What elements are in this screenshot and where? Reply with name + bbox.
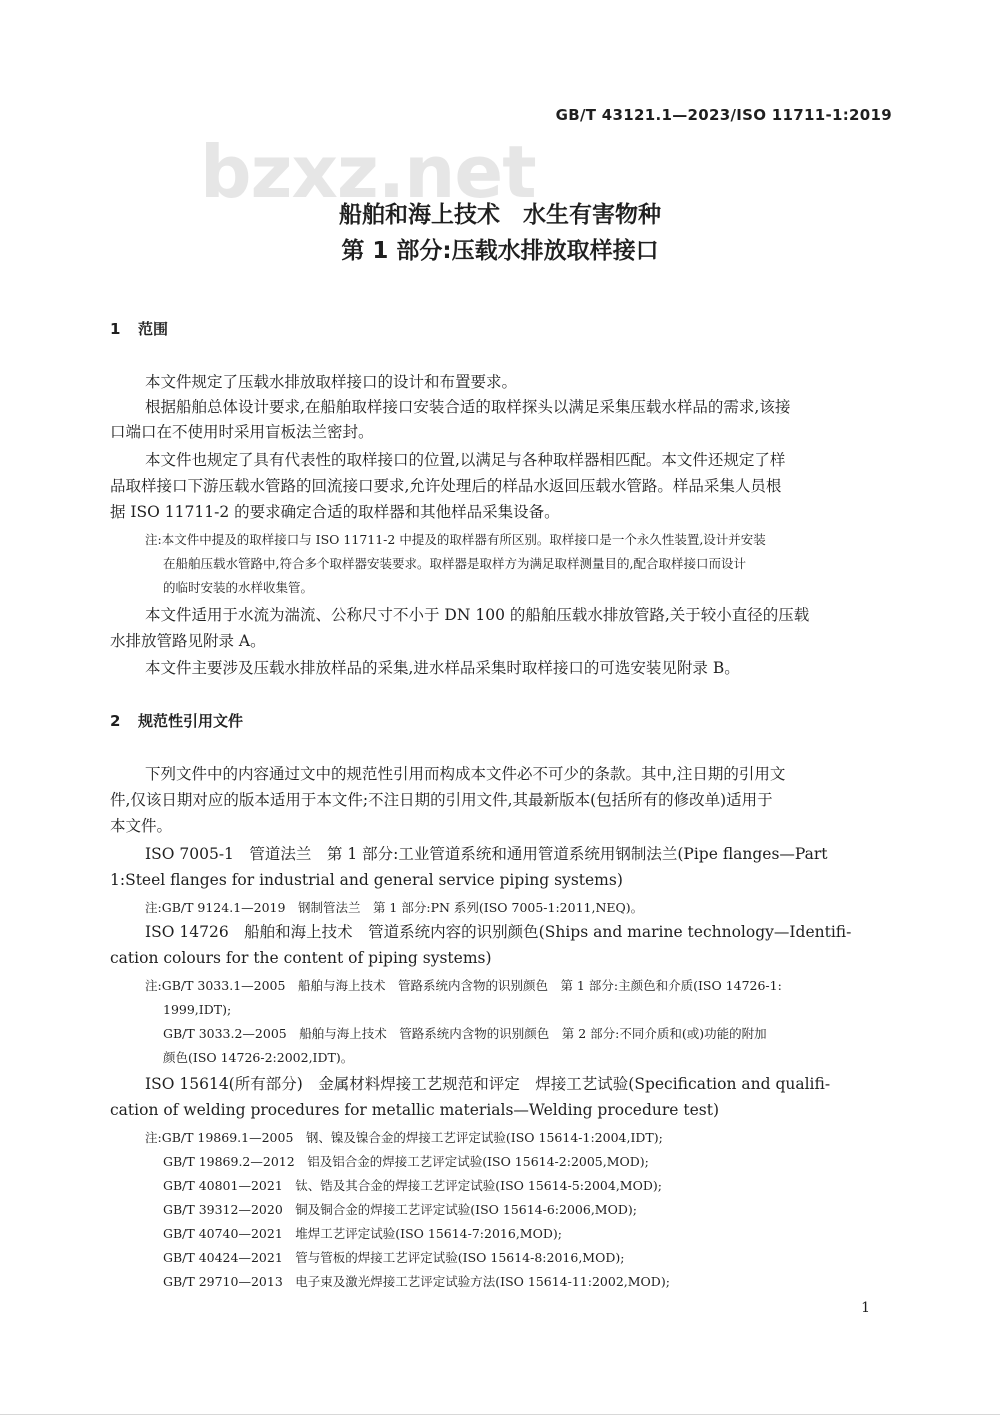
watermark: bzxz.net: [200, 130, 536, 214]
paragraph-line: 据 ISO 11711-2 的要求确定合适的取样器和其他样品采集设备。: [110, 503, 560, 521]
paragraph-line: 本文件也规定了具有代表性的取样接口的位置,以满足与各种取样器相匹配。本文件还规定了样: [145, 451, 786, 469]
reference-line: cation of welding procedures for metallic materials—Welding procedure test): [110, 1101, 719, 1119]
section-number: 2: [110, 712, 121, 730]
paragraph-line: 本文件适用于水流为湍流、公称尺寸不小于 DN 100 的船舶压载水排放管路,关于较小直径的压载: [145, 606, 810, 624]
note-line: GB/T 19869.2—2012 铝及铝合金的焊接工艺评定试验(ISO 15614-2:2005,MOD);: [163, 1154, 649, 1169]
note-line: 注:GB/T 19869.1—2005 钢、镍及镍合金的焊接工艺评定试验(ISO 15614-1:2004,IDT);: [145, 1130, 663, 1145]
note-line: GB/T 39312—2020 铜及铜合金的焊接工艺评定试验(ISO 15614-6:2006,MOD);: [163, 1202, 637, 1217]
paragraph-line: 件,仅该日期对应的版本适用于本文件;不注日期的引用文件,其最新版本(包括所有的修改单)适用于: [110, 791, 773, 809]
page-number: 1: [861, 1300, 870, 1316]
section-heading-scope: [110, 318, 168, 339]
paragraph-line: 本文件。: [110, 817, 173, 835]
section-title: 范围: [138, 320, 169, 338]
page-bottom-edge: [0, 1414, 1000, 1415]
note-line: GB/T 40801—2021 钛、锆及其合金的焊接工艺评定试验(ISO 15614-5:2004,MOD);: [163, 1178, 662, 1193]
reference-line: 1:Steel flanges for industrial and general service piping systems): [110, 871, 623, 889]
note-line: 1999,IDT);: [163, 1002, 232, 1017]
note-line: GB/T 40424—2021 管与管板的焊接工艺评定试验(ISO 15614-8:2016,MOD);: [163, 1250, 625, 1265]
paragraph-line: 品取样接口下游压载水管路的回流接口要求,允许处理后的样品水返回压载水管路。样品采集人员根: [110, 477, 782, 495]
reference-line: ISO 14726 船舶和海上技术 管道系统内容的识别颜色(Ships and marine technology—Identifi-: [145, 923, 852, 941]
note-line: GB/T 29710—2013 电子束及激光焊接工艺评定试验方法(ISO 15614-11:2002,MOD);: [163, 1274, 670, 1289]
paragraph-line: 本文件主要涉及压载水排放样品的采集,进水样品采集时取样接口的可选安装见附录 B。: [145, 659, 740, 677]
document-title-line-1: 船舶和海上技术 水生有害物种: [339, 202, 661, 228]
note-line: 颜色(ISO 14726-2:2002,IDT)。: [163, 1050, 354, 1065]
note-line: GB/T 40740—2021 堆焊工艺评定试验(ISO 15614-7:2016,MOD);: [163, 1226, 562, 1241]
reference-line: ISO 15614(所有部分) 金属材料焊接工艺规范和评定 焊接工艺试验(Specification and qualifi-: [145, 1075, 831, 1093]
note-line: 注:本文件中提及的取样接口与 ISO 11711-2 中提及的取样器有所区别。取样接口是一个永久性装置,设计并安装: [145, 532, 766, 547]
paragraph-line: 下列文件中的内容通过文中的规范性引用而构成本文件必不可少的条款。其中,注日期的引用文: [145, 765, 786, 783]
note-line: 的临时安装的水样收集管。: [163, 580, 314, 595]
reference-line: cation colours for the content of piping systems): [110, 949, 492, 967]
document-number: GB/T 43121.1—2023/ISO 11711-1:2019: [555, 106, 892, 124]
paragraph-line: 水排放管路见附录 A。: [110, 632, 266, 650]
note-line: GB/T 3033.2—2005 船舶与海上技术 管路系统内含物的识别颜色 第 2 部分:不同介质和(或)功能的附加: [163, 1026, 767, 1041]
paragraph-line: 根据船舶总体设计要求,在船舶取样接口安装合适的取样探头以满足采集压载水样品的需求,该接: [145, 398, 791, 416]
section-number: 1: [110, 320, 121, 338]
document-title-line-2: 第 1 部分:压载水排放取样接口: [341, 238, 659, 264]
section-title: 规范性引用文件: [138, 712, 244, 730]
note-line: 在船舶压载水管路中,符合多个取样器安装要求。取样器是取样方为满足取样测量目的,配合取样接口而设计: [163, 556, 746, 571]
note-line: 注:GB/T 3033.1—2005 船舶与海上技术 管路系统内含物的识别颜色 第 1 部分:主颜色和介质(ISO 14726-1:: [145, 978, 782, 993]
paragraph-line: 口端口在不使用时采用盲板法兰密封。: [110, 423, 374, 441]
note-line: 注:GB/T 9124.1—2019 钢制管法兰 第 1 部分:PN 系列(ISO 7005-1:2011,NEQ)。: [145, 900, 644, 915]
paragraph-line: 本文件规定了压载水排放取样接口的设计和布置要求。: [145, 373, 518, 391]
reference-line: ISO 7005-1 管道法兰 第 1 部分:工业管道系统和通用管道系统用钢制法兰(Pipe flanges—Part: [145, 845, 828, 863]
section-heading-normative-references: [110, 710, 243, 731]
